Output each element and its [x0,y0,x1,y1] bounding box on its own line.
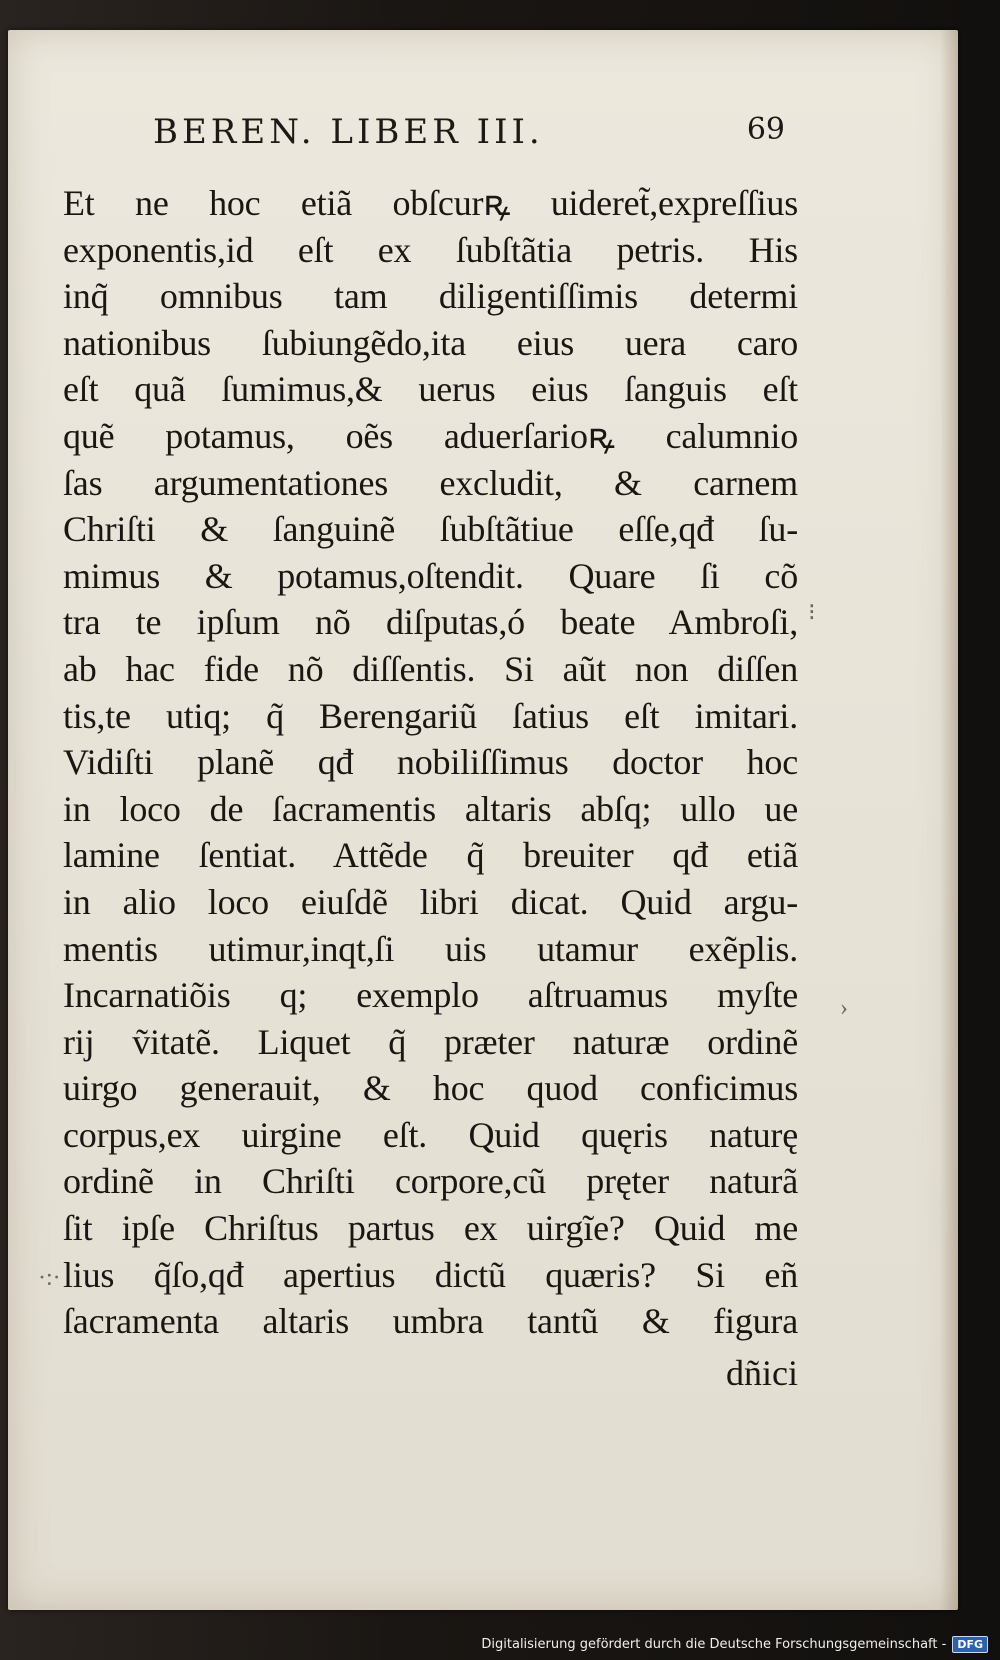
book-page [8,30,958,1610]
text-line: Chriſti & ſanguinẽ ſubſtãtiue eſſe,qđ ſu- [63,509,798,550]
text-line: ab hac fide nõ diſſentis. Si aũt non diſſen [63,648,798,689]
text-line: Et ne hoc etiã obſcurꝶ uideret̃,expreſſius [63,183,798,223]
digitization-credit [481,1632,988,1656]
text-line: tra te ipſum nõ diſputas,ó beate Ambroſi, [63,602,798,643]
text-line: in alio loco eiuſdẽ libri dicat. Quid argu- [63,881,798,922]
margin-mark: ⁝ [808,600,816,626]
text-line: in loco de ſacramentis altaris abſq; ullo ue [63,788,798,829]
running-head [153,112,793,162]
text-line: ſit ipſe Chriſtus partus ex uirgĩe? Quid me [63,1208,798,1249]
text-line: ſas argumentationes excludit, & carnem [63,462,798,503]
text-line: uirgo generauit, & hoc quod conficimus [63,1068,798,1109]
text-line: lius q̃ſo,qđ apertius dictũ quæris? Si eñ [63,1254,798,1295]
text-line: ſacramenta altaris umbra tantũ & figura [63,1301,798,1342]
text-line: Incarnatiõis q; exemplo aſtruamus myſte [63,975,798,1016]
margin-mark: ·:· [38,1265,61,1291]
text-line: corpus,ex uirgine eſt. Quid quęris naturę [63,1114,798,1155]
text-line: rij ṽitatẽ. Liquet q̃ præter naturæ ordinẽ [63,1021,798,1062]
dfg-logo: DFG [952,1636,988,1653]
credit-text: Digitalisierung gefördert durch die Deutsche Forschungsgemeinschaft - [481,1636,947,1652]
text-line: Vidiſti planẽ qđ nobiliſſimus doctor hoc [63,742,798,783]
catchword: dñici [726,1353,798,1393]
text-line: inq̃ omnibus tam diligentiſſimis determi [63,276,798,317]
page-number: 69 [746,112,785,147]
text-line: exponentis,id eſt ex ſubſtãtia petris. His [63,229,798,270]
text-line: mimus & potamus,oſtendit. Quare ſi cõ [63,555,798,596]
text-line: tis,te utiq; q̃ Berengariũ ſatius eſt imitari. [63,695,798,736]
text-line: quẽ potamus, oẽs aduerſarioꝶ calumnio [63,415,798,456]
text-line: eſt quã ſumimus,& uerus eius ſanguis eſt [63,369,798,410]
text-line: nationibus ſubiungẽdo,ita eius uera caro [63,322,798,363]
text-line: mentis utimur,inqt,ſi uis utamur exẽplis. [63,928,798,969]
running-head-title: BEREN. LIBER III. [153,112,544,152]
text-block [63,180,798,1345]
margin-mark: › [840,995,848,1021]
text-line: lamine ſentiat. Attẽde q̃ breuiter qđ etiã [63,835,798,876]
text-line: ordinẽ in Chriſti corpore,cũ pręter naturã [63,1161,798,1202]
